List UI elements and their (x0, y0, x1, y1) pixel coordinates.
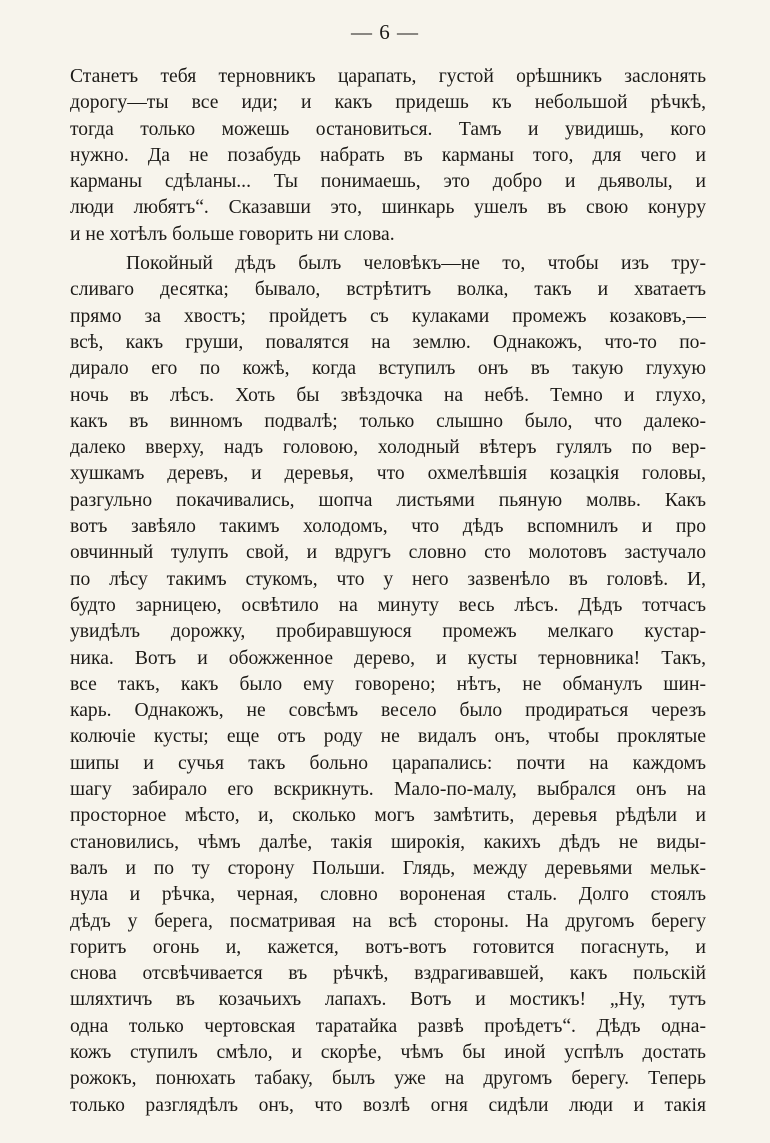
page-number-header: — 6 — (351, 20, 419, 44)
text-line: валъ и по ту сторону Польши. Глядь, между деревьями мельк- (70, 857, 706, 879)
text-line: колючіе кусты; еще отъ роду не видалъ онъ, чтобы проклятые (70, 726, 706, 748)
text-line: прямо за хвостъ; пройдетъ съ кулаками промежъ козаковъ,— (70, 305, 706, 327)
text-line: ночь въ лѣсъ. Хоть бы звѣздочка на небѣ. Темно и глухо, (70, 384, 706, 406)
text-line: всѣ, какъ груши, повалятся на землю. Однакожъ, что-то по- (70, 331, 706, 353)
text-line: все такъ, какъ было ему говорено; нѣтъ, не обманулъ шин- (70, 673, 706, 695)
text-line: дѣдъ у берега, посматривая на всѣ стороны. На другомъ берегу (70, 910, 706, 932)
text-line: шагу забирало его вскрикнуть. Мало-по-малу, выбрался онъ на (70, 779, 706, 801)
text-line: кожъ ступилъ смѣло, и скорѣе, чѣмъ бы иной успѣлъ достать (70, 1041, 706, 1063)
text-line: вотъ завѣяло такимъ холодомъ, что дѣдъ вспомнилъ и про (70, 516, 706, 538)
text-line: будто зарницею, освѣтило на минуту весь лѣсъ. Дѣдъ тотчасъ (70, 594, 706, 616)
text-line: Покойный дѣдъ былъ человѣкъ—не то, чтобы изъ тру- (126, 253, 706, 275)
text-line: ника. Вотъ и обожженное дерево, и кусты терновника! Такъ, (70, 647, 706, 669)
text-line: карь. Однакожъ, не совсѣмъ весело было продираться черезъ (70, 700, 706, 722)
text-line: шляхтичъ въ козачьихъ лапахъ. Вотъ и мостикъ! „Ну, тутъ (70, 989, 706, 1011)
text-line: шипы и сучья такъ больно царапались: почти на каждомъ (70, 752, 706, 774)
body-text (70, 64, 706, 1119)
text-line: овчинный тулупъ свой, и вдругъ словно сто молотовъ застучало (70, 542, 706, 564)
text-line: разгульно покачивались, шопча листьями пьяную молвь. Какъ (70, 489, 706, 511)
text-line: тогда только можешь остановиться. Тамъ и увидишь, кого (70, 118, 706, 140)
paragraph-2 (70, 251, 706, 1119)
text-line: рожокъ, понюхать табаку, былъ уже на другомъ берегу. Теперь (70, 1068, 706, 1090)
text-line: по лѣсу такимъ стукомъ, что у него зазвенѣло въ головѣ. И, (70, 568, 706, 590)
text-line: дорогу—ты все иди; и какъ придешь къ небольшой рѣчкѣ, (70, 92, 706, 114)
text-line: далеко вверху, надъ головою, холодный вѣтеръ гулялъ по вер- (70, 437, 706, 459)
text-line: люди любятъ“. Сказавши это, шинкарь ушелъ въ свою конуру (70, 197, 706, 219)
text-line: карманы сдѣланы... Ты понимаешь, это добро и дьяволы, и (70, 171, 706, 193)
text-line: нужно. Да не позабудь набрать въ карманы того, для чего и (70, 144, 706, 166)
paragraph-1 (70, 64, 706, 248)
text-line: только разглядѣлъ онъ, что возлѣ огня сидѣли люди и такія (70, 1094, 706, 1116)
text-line: становились, чѣмъ далѣе, такія широкія, какихъ дѣдъ не виды- (70, 831, 706, 853)
text-line: снова отсвѣчивается въ рѣчкѣ, вздрагивавшей, какъ польскій (70, 963, 706, 985)
text-line: и не хотѣлъ больше говорить ни слова. (70, 223, 395, 245)
text-line: увидѣлъ дорожку, пробиравшуюся промежъ мелкаго кустар- (70, 621, 706, 643)
text-line: сливаго десятка; бывало, встрѣтитъ волка, такъ и хватаетъ (70, 279, 706, 301)
text-line: Станетъ тебя терновникъ царапать, густой орѣшникъ заслонять (70, 66, 706, 87)
text-line: одна только чертовская таратайка развѣ проѣдетъ“. Дѣдъ одна- (70, 1015, 706, 1037)
text-line: нула и рѣчка, черная, словно вороненая сталь. Долго стоялъ (70, 884, 706, 906)
text-line: какъ въ винномъ подвалѣ; только слышно было, что далеко- (70, 410, 706, 432)
text-line: горитъ огонь и, кажется, вотъ-вотъ готовится погаснуть, и (70, 936, 706, 958)
text-line: дирало его по кожѣ, когда вступилъ онъ въ такую глухую (70, 358, 706, 380)
text-line: просторное мѣсто, и, сколько могъ замѣтить, деревья рѣдѣли и (70, 805, 706, 827)
text-line: хушкамъ деревъ, и деревья, что охмелѣвшія козацкія головы, (70, 463, 706, 485)
